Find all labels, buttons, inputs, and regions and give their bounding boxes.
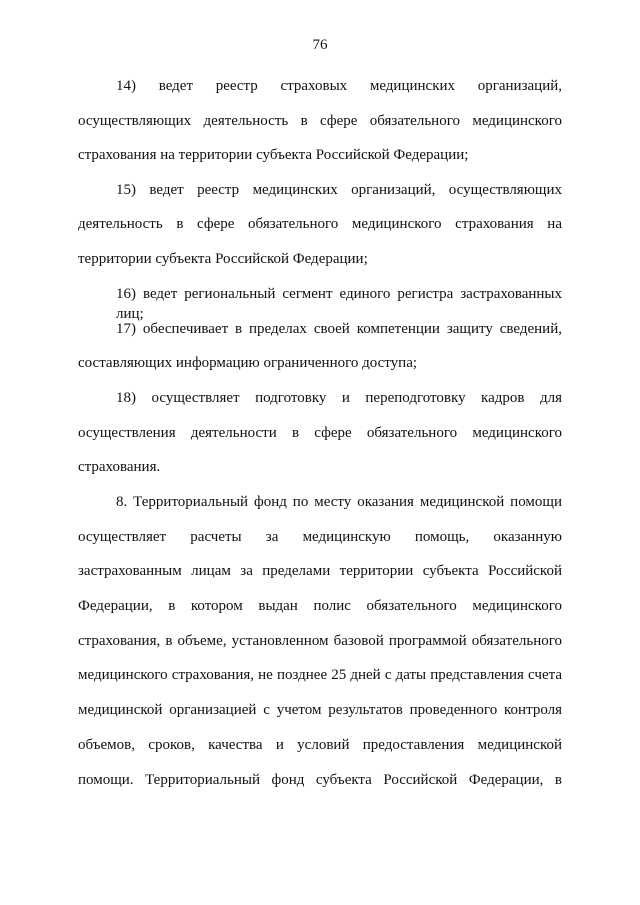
text-line: 15) ведет реестр медицинских организаций, осуществляющих bbox=[116, 182, 562, 198]
text-line: осуществления деятельности в сфере обязательного медицинского bbox=[78, 425, 562, 441]
text-line: 16) ведет региональный сегмент единого регистра застрахованных лиц; bbox=[116, 286, 562, 322]
text-line: деятельность в сфере обязательного медицинского страхования на bbox=[78, 216, 562, 232]
text-line: медицинского страхования, не позднее 25 дней с даты представления счета bbox=[78, 667, 562, 683]
page-number: 76 bbox=[312, 37, 328, 53]
text-line: осуществляет расчеты за медицинскую помощь, оказанную bbox=[78, 529, 562, 545]
text-line: медицинской организацией с учетом результатов проведенного контроля bbox=[78, 702, 562, 718]
text-line: составляющих информацию ограниченного доступа; bbox=[78, 355, 418, 371]
text-line: 18) осуществляет подготовку и переподготовку кадров для bbox=[116, 390, 562, 406]
text-line: страхования. bbox=[78, 459, 161, 475]
text-line: помощи. Территориальный фонд субъекта Российской Федерации, в bbox=[78, 772, 562, 788]
text-line: 17) обеспечивает в пределах своей компетенции защиту сведений, bbox=[116, 321, 562, 337]
text-line: Федерации, в котором выдан полис обязательного медицинского bbox=[78, 598, 562, 614]
text-line: 8. Территориальный фонд по месту оказания медицинской помощи bbox=[116, 494, 562, 510]
text-line: объемов, сроков, качества и условий предоставления медицинской bbox=[78, 737, 562, 753]
text-line: осуществляющих деятельность в сфере обязательного медицинского bbox=[78, 113, 562, 129]
text-line: страхования, в объеме, установленном базовой программой обязательного bbox=[78, 633, 562, 649]
text-line: застрахованным лицам за пределами территории субъекта Российской bbox=[78, 563, 562, 579]
text-line: 14) ведет реестр страховых медицинских организаций, bbox=[116, 78, 562, 94]
text-line: страхования на территории субъекта Российской Федерации; bbox=[78, 147, 469, 163]
text-line: территории субъекта Российской Федерации; bbox=[78, 251, 368, 267]
